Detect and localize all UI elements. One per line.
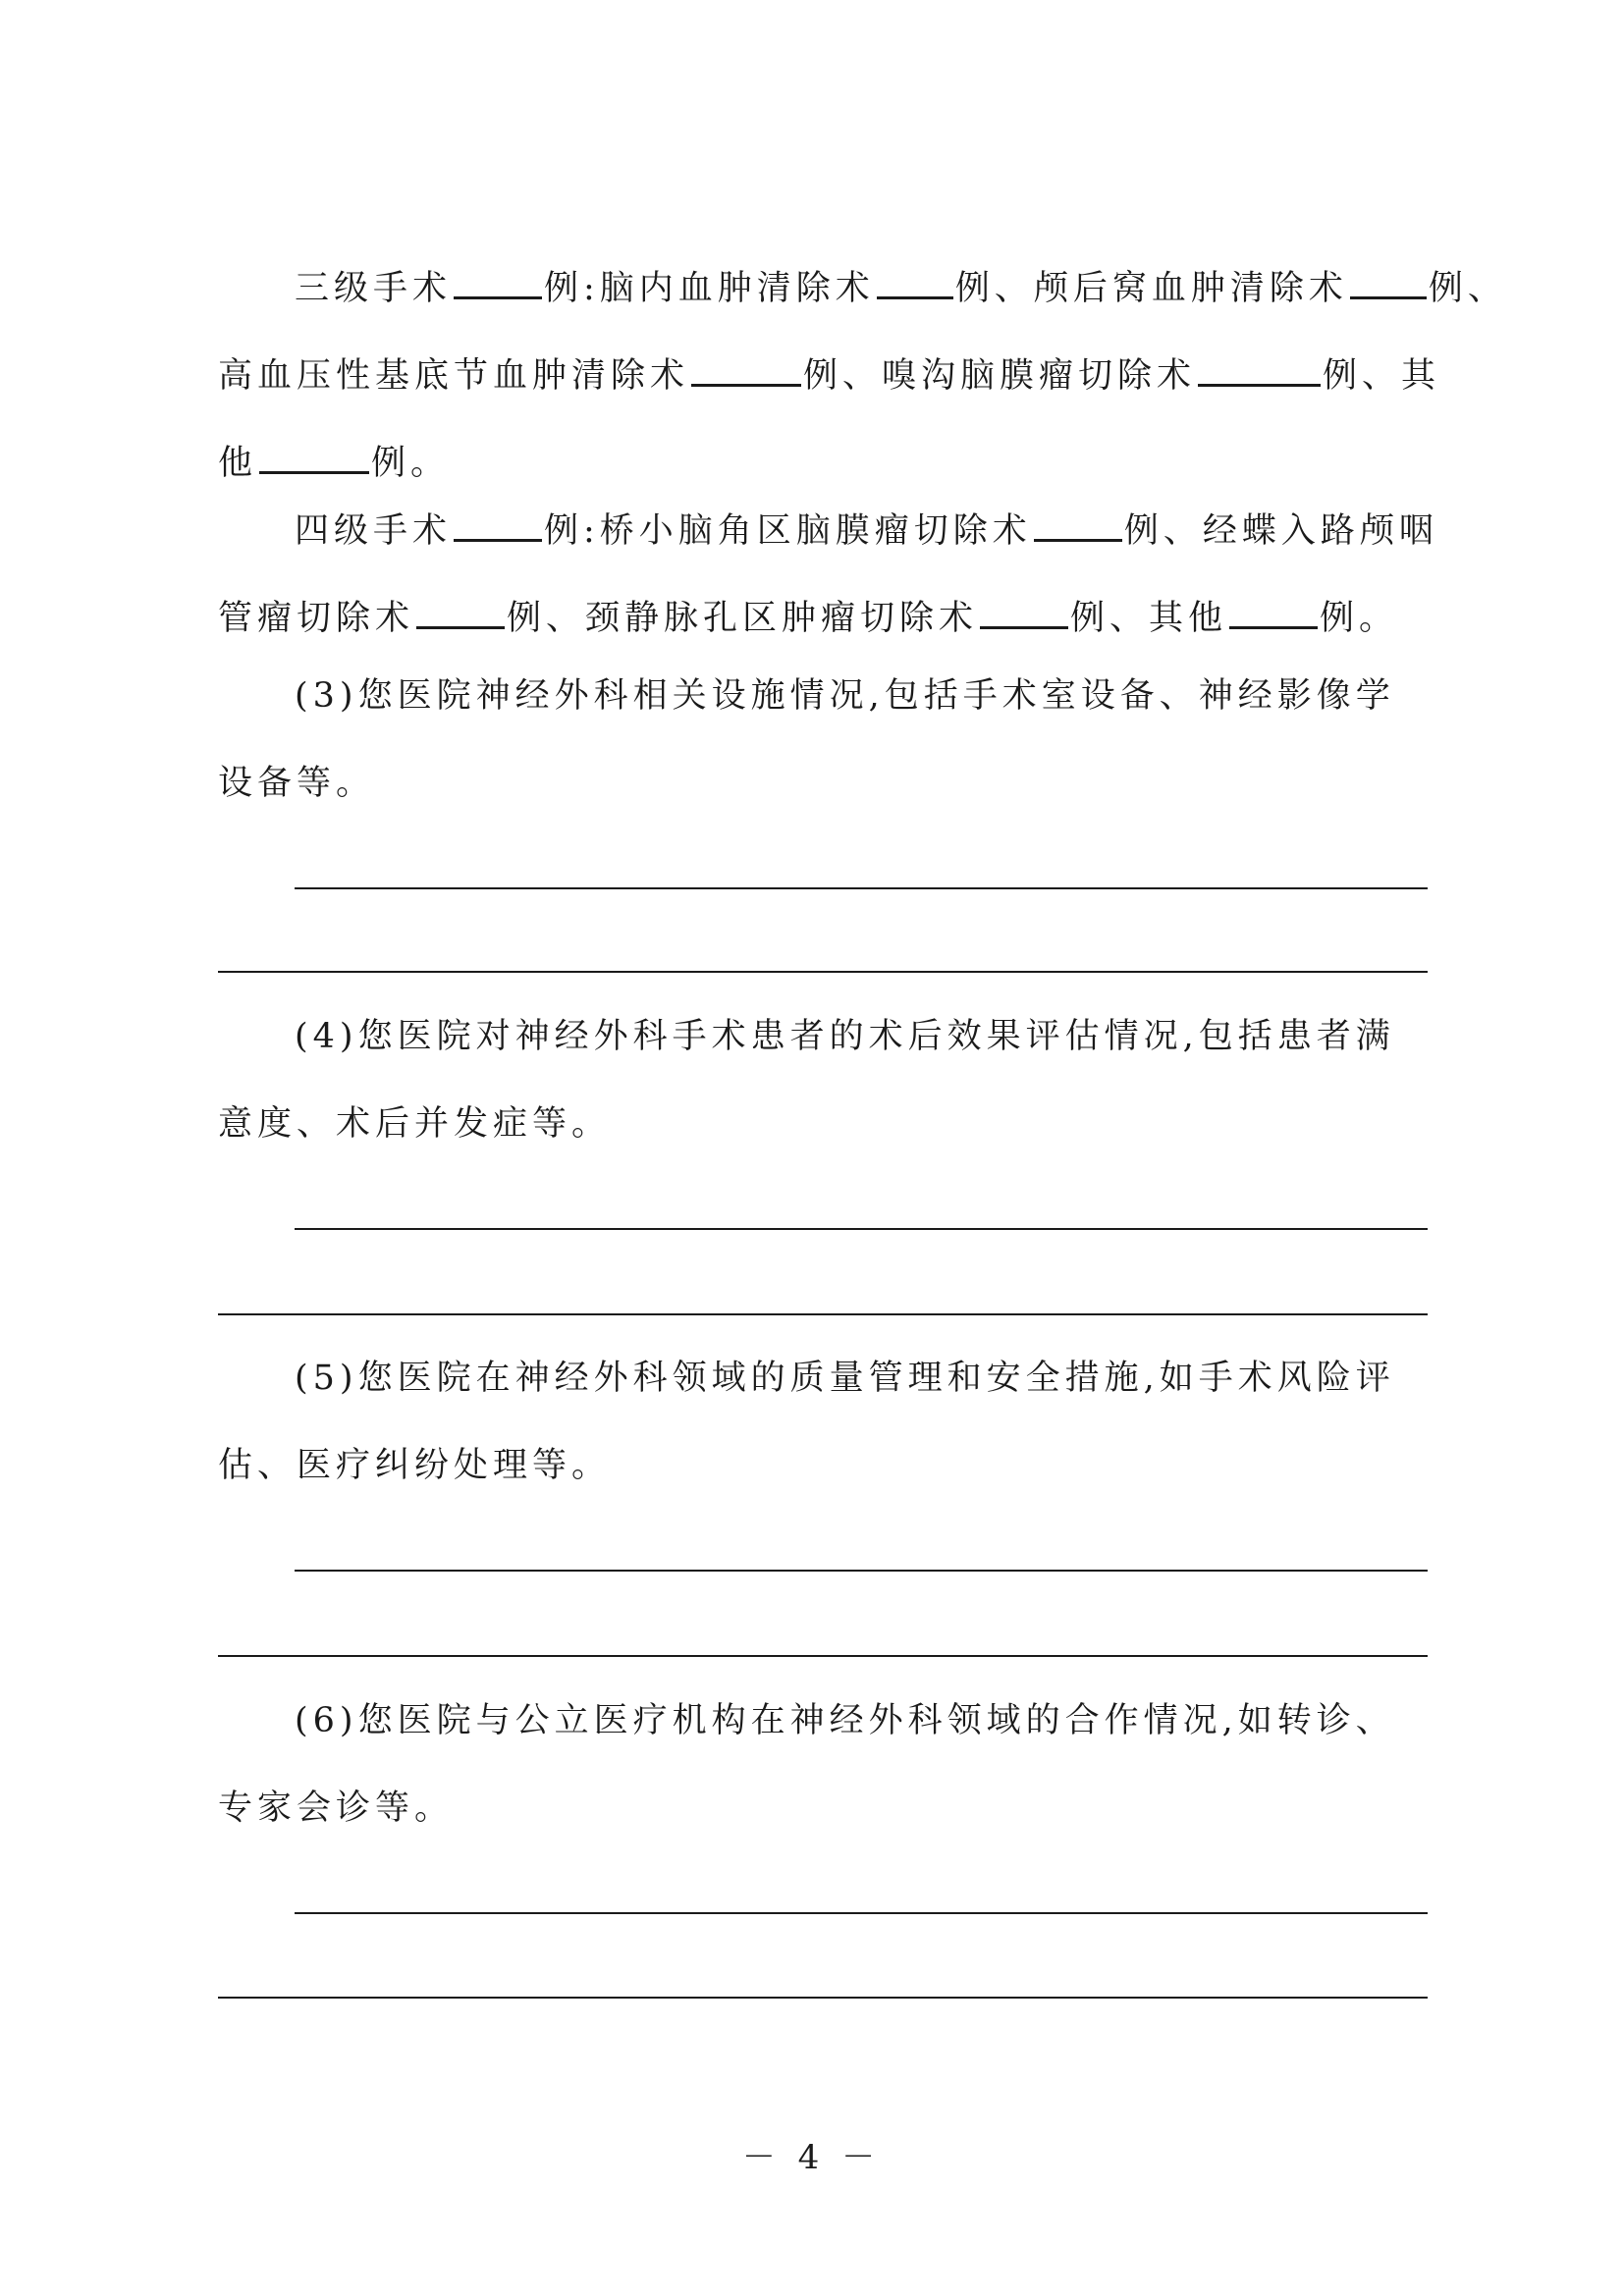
- question-3: [218, 653, 1428, 828]
- level3-other-blank[interactable]: [259, 442, 369, 474]
- level3-line-2: [218, 333, 1441, 420]
- question-line: (6)您医院与公立医疗机构在神经外科领域的合作情况,如转诊、: [295, 1701, 1395, 1740]
- question-line: 设备等。: [218, 764, 376, 803]
- answer-line[interactable]: [295, 1570, 1428, 1572]
- level4-line-2: [218, 575, 1428, 663]
- level3-line-1: [218, 245, 1507, 333]
- cpa-meningioma-blank[interactable]: [1034, 509, 1122, 542]
- text-segment: 例。: [371, 444, 451, 483]
- text-segment: 例:桥小脑角区脑膜瘤切除术: [544, 511, 1032, 551]
- text-segment: 例、其: [1323, 356, 1441, 396]
- question-line: (3)您医院神经外科相关设施情况,包括手术室设备、神经影像学: [295, 676, 1395, 716]
- text-segment: 例、经蝶入路颅咽: [1123, 511, 1438, 551]
- answer-line[interactable]: [295, 887, 1428, 889]
- level4-total-blank[interactable]: [454, 509, 542, 542]
- question-line: 专家会诊等。: [218, 1789, 455, 1828]
- question-line: (5)您医院在神经外科领域的质量管理和安全措施,如手术风险评: [295, 1359, 1395, 1398]
- text-segment: 他: [218, 444, 258, 483]
- question-4: [218, 993, 1428, 1168]
- level3-label: 三级手术: [295, 269, 453, 308]
- basal-ganglia-blank[interactable]: [691, 354, 801, 387]
- question-line: 估、医疗纠纷处理等。: [218, 1446, 612, 1485]
- answer-line[interactable]: [295, 1912, 1428, 1914]
- answer-line[interactable]: [295, 1228, 1428, 1230]
- answer-line[interactable]: [218, 1997, 1428, 1999]
- text-segment: 例。: [1320, 599, 1399, 638]
- answer-line[interactable]: [218, 971, 1428, 973]
- level4-line-1: [218, 488, 1438, 575]
- text-segment: 例、颅后窝血肿清除术: [954, 269, 1348, 308]
- question-5: [218, 1335, 1428, 1510]
- level4-label: 四级手术: [295, 511, 453, 551]
- craniopharyngioma-blank[interactable]: [416, 597, 505, 629]
- text-segment: 例、: [1428, 269, 1507, 308]
- jugular-foramen-blank[interactable]: [980, 597, 1068, 629]
- intracerebral-hematoma-blank[interactable]: [877, 267, 953, 299]
- text-segment: 管瘤切除术: [218, 599, 415, 638]
- answer-line[interactable]: [218, 1655, 1428, 1657]
- text-segment: 例、颈静脉孔区肿瘤切除术: [507, 599, 979, 638]
- text-segment: 例、嗅沟脑膜瘤切除术: [803, 356, 1197, 396]
- level4-surgery-paragraph: [218, 488, 1438, 663]
- level3-surgery-paragraph: [218, 245, 1507, 507]
- question-6: [218, 1678, 1428, 1852]
- level3-total-blank[interactable]: [454, 267, 542, 299]
- level4-other-blank[interactable]: [1229, 597, 1318, 629]
- posterior-fossa-blank[interactable]: [1350, 267, 1427, 299]
- answer-line[interactable]: [218, 1313, 1428, 1315]
- question-line: (4)您医院对神经外科手术患者的术后效果评估情况,包括患者满: [295, 1017, 1395, 1056]
- question-line: 意度、术后并发症等。: [218, 1104, 612, 1144]
- text-segment: 例、其他: [1070, 599, 1228, 638]
- text-segment: 例:脑内血肿清除术: [544, 269, 875, 308]
- page-number: － 4 －: [741, 2138, 882, 2177]
- olfactory-groove-blank[interactable]: [1198, 354, 1321, 387]
- text-segment: 高血压性基底节血肿清除术: [218, 356, 690, 396]
